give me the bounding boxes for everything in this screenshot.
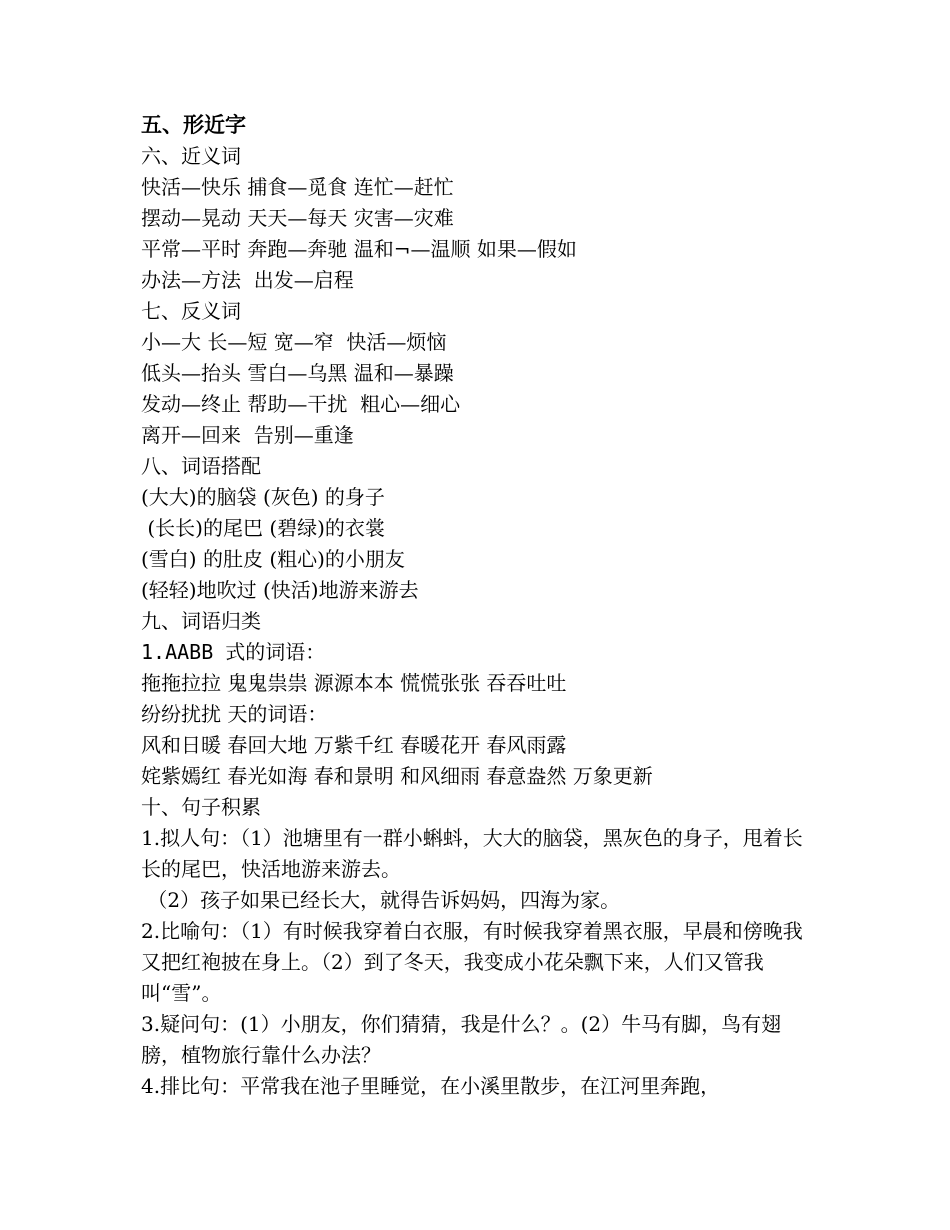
collocation-line-3: (雪白) 的肚皮 (粗心)的小朋友 [141,547,405,571]
synonym-line-4: 办法—方法 出发—启程 [141,268,354,292]
sentence-metaphor: 2.比喻句：（1）有时候我穿着白衣服，有时候我穿着黑衣服，早晨和傍晚我又把红袍披在身上。（2）到了冬天，我变成小花朵飘下来，人们又管我叫“雪”。 [141,919,803,1005]
antonym-line-3: 发动—终止 帮助—干扰 粗心—细心 [141,392,461,416]
antonym-line-4: 离开—回来 告别—重逢 [141,423,354,447]
section-6-title: 六、近义词 [141,144,241,168]
classification-line-2: 拖拖拉拉 鬼鬼祟祟 源源本本 慌慌张张 吞吞吐吐 [141,671,567,695]
antonym-line-2: 低头—抬头 雪白—乌黑 温和—暴躁 [141,361,454,385]
classification-line-4: 风和日暖 春回大地 万紫千红 春暖花开 春风雨露 [141,733,567,757]
classification-line-3: 纷纷扰扰 天的词语： [141,702,328,726]
section-7-title: 七、反义词 [141,299,241,323]
synonym-line-3: 平常—平时 奔跑—奔驰 温和¬—温顺 如果—假如 [141,237,577,261]
section-9-title: 九、词语归类 [141,609,261,633]
collocation-line-1: (大大)的脑袋 (灰色) 的身子 [141,485,385,509]
sentence-parallelism: 4.排比句：平常我在池子里睡觉，在小溪里散步，在江河里奔跑， [141,1074,721,1098]
antonym-line-1: 小—大 长—短 宽—窄 快活—烦恼 [141,330,447,354]
sentence-personification-2: （2）孩子如果已经长大，就得告诉妈妈，四海为家。 [141,888,621,912]
classification-line-1: 1.AABB 式的词语： [141,640,326,664]
classification-line-5: 姹紫嫣红 春光如海 春和景明 和风细雨 春意盎然 万象更新 [141,764,653,788]
section-8-title: 八、词语搭配 [141,454,261,478]
section-10-title: 十、句子积累 [141,795,261,819]
sentence-personification: 1.拟人句：（1）池塘里有一群小蝌蚪，大大的脑袋，黑灰色的身子，甩着长长的尾巴，快活地游来游去。 [141,826,803,881]
synonym-line-1: 快活—快乐 捕食—觅食 连忙—赶忙 [141,175,454,199]
synonym-line-2: 摆动—晃动 天天—每天 灾害—灾难 [141,206,454,230]
sentence-question: 3.疑问句：(1）小朋友，你们猜猜，我是什么？。(2）牛马有脚，鸟有翅膀，植物旅行靠什么办法？ [141,1012,782,1067]
collocation-line-2: (长长)的尾巴 (碧绿)的衣裳 [141,516,385,540]
collocation-line-4: (轻轻)地吹过 (快活)地游来游去 [141,578,419,602]
section-5-title: 五、形近字 [141,113,246,137]
document-page [141,110,821,1102]
